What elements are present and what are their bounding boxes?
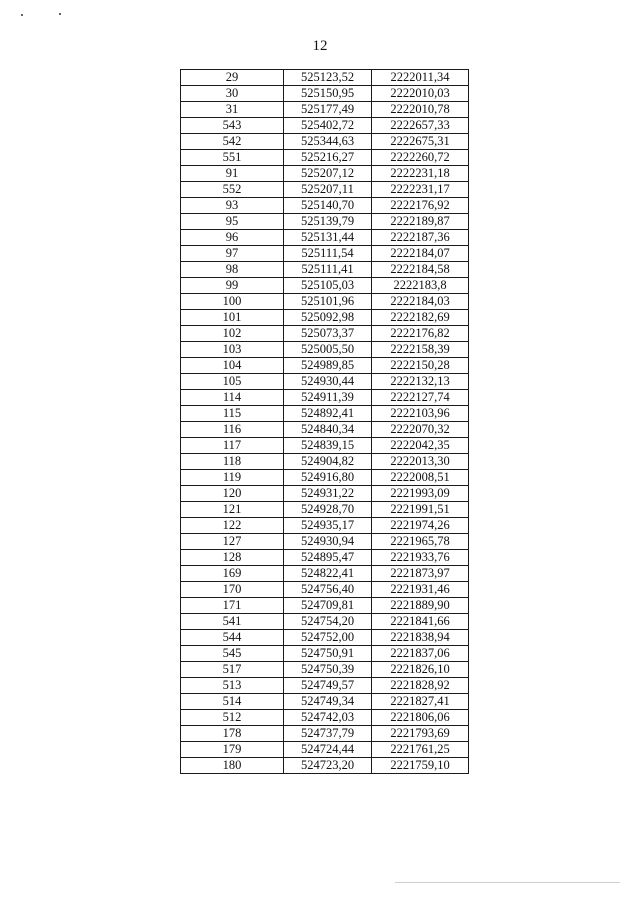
table-row	[181, 166, 469, 182]
point-number-cell: 31	[181, 102, 284, 118]
y-coordinate-cell: 2221826,10	[372, 662, 469, 678]
y-coordinate-cell: 2222013,30	[372, 454, 469, 470]
point-number-cell: 118	[181, 454, 284, 470]
point-number-cell: 105	[181, 374, 284, 390]
table-row	[181, 118, 469, 134]
y-coordinate-cell: 2222260,72	[372, 150, 469, 166]
table-row	[181, 662, 469, 678]
point-number-cell: 551	[181, 150, 284, 166]
point-number-cell: 96	[181, 230, 284, 246]
point-number-cell: 513	[181, 678, 284, 694]
x-coordinate-cell: 525139,79	[284, 214, 372, 230]
y-coordinate-cell: 2221841,66	[372, 614, 469, 630]
table-row	[181, 694, 469, 710]
y-coordinate-cell: 2222158,39	[372, 342, 469, 358]
y-coordinate-cell: 2222150,28	[372, 358, 469, 374]
x-coordinate-cell: 524989,85	[284, 358, 372, 374]
x-coordinate-cell: 525005,50	[284, 342, 372, 358]
point-number-cell: 121	[181, 502, 284, 518]
point-number-cell: 171	[181, 598, 284, 614]
point-number-cell: 98	[181, 262, 284, 278]
table-row	[181, 198, 469, 214]
bottom-rule	[395, 882, 620, 883]
x-coordinate-cell: 524752,00	[284, 630, 372, 646]
table-row	[181, 182, 469, 198]
table-row	[181, 358, 469, 374]
y-coordinate-cell: 2221761,25	[372, 742, 469, 758]
point-number-cell: 93	[181, 198, 284, 214]
point-number-cell: 552	[181, 182, 284, 198]
coordinates-table-body	[181, 70, 469, 774]
y-coordinate-cell: 2222103,96	[372, 406, 469, 422]
x-coordinate-cell: 524724,44	[284, 742, 372, 758]
y-coordinate-cell: 2221931,46	[372, 582, 469, 598]
point-number-cell: 119	[181, 470, 284, 486]
table-row	[181, 598, 469, 614]
coordinates-table	[180, 69, 469, 774]
point-number-cell: 99	[181, 278, 284, 294]
x-coordinate-cell: 524911,39	[284, 390, 372, 406]
x-coordinate-cell: 525150,95	[284, 86, 372, 102]
y-coordinate-cell: 2222011,34	[372, 70, 469, 86]
table-row	[181, 518, 469, 534]
point-number-cell: 170	[181, 582, 284, 598]
point-number-cell: 169	[181, 566, 284, 582]
point-number-cell: 120	[181, 486, 284, 502]
x-coordinate-cell: 525216,27	[284, 150, 372, 166]
y-coordinate-cell: 2221965,78	[372, 534, 469, 550]
point-number-cell: 128	[181, 550, 284, 566]
x-coordinate-cell: 525123,52	[284, 70, 372, 86]
y-coordinate-cell: 2222042,35	[372, 438, 469, 454]
table-row	[181, 374, 469, 390]
y-coordinate-cell: 2222176,82	[372, 326, 469, 342]
x-coordinate-cell: 524916,80	[284, 470, 372, 486]
point-number-cell: 30	[181, 86, 284, 102]
table-row	[181, 630, 469, 646]
x-coordinate-cell: 525111,54	[284, 246, 372, 262]
y-coordinate-cell: 2221806,06	[372, 710, 469, 726]
y-coordinate-cell: 2221991,51	[372, 502, 469, 518]
point-number-cell: 514	[181, 694, 284, 710]
table-row	[181, 246, 469, 262]
y-coordinate-cell: 2222184,07	[372, 246, 469, 262]
point-number-cell: 115	[181, 406, 284, 422]
table-row	[181, 278, 469, 294]
table-row	[181, 102, 469, 118]
x-coordinate-cell: 524930,94	[284, 534, 372, 550]
point-number-cell: 97	[181, 246, 284, 262]
y-coordinate-cell: 2222127,74	[372, 390, 469, 406]
x-coordinate-cell: 525140,70	[284, 198, 372, 214]
table-row	[181, 326, 469, 342]
table-row	[181, 390, 469, 406]
table-row	[181, 502, 469, 518]
point-number-cell: 102	[181, 326, 284, 342]
table-row	[181, 214, 469, 230]
point-number-cell: 100	[181, 294, 284, 310]
point-number-cell: 122	[181, 518, 284, 534]
table-row	[181, 438, 469, 454]
table-row	[181, 262, 469, 278]
y-coordinate-cell: 2221933,76	[372, 550, 469, 566]
point-number-cell: 541	[181, 614, 284, 630]
x-coordinate-cell: 525092,98	[284, 310, 372, 326]
point-number-cell: 114	[181, 390, 284, 406]
x-coordinate-cell: 524709,81	[284, 598, 372, 614]
table-row	[181, 726, 469, 742]
y-coordinate-cell: 2222657,33	[372, 118, 469, 134]
point-number-cell: 103	[181, 342, 284, 358]
x-coordinate-cell: 524935,17	[284, 518, 372, 534]
x-coordinate-cell: 525177,49	[284, 102, 372, 118]
x-coordinate-cell: 524754,20	[284, 614, 372, 630]
point-number-cell: 512	[181, 710, 284, 726]
table-row	[181, 582, 469, 598]
y-coordinate-cell: 2222231,18	[372, 166, 469, 182]
point-number-cell: 180	[181, 758, 284, 774]
x-coordinate-cell: 525207,12	[284, 166, 372, 182]
table-row	[181, 614, 469, 630]
x-coordinate-cell: 525131,44	[284, 230, 372, 246]
y-coordinate-cell: 2222189,87	[372, 214, 469, 230]
table-row	[181, 86, 469, 102]
point-number-cell: 101	[181, 310, 284, 326]
y-coordinate-cell: 2222184,58	[372, 262, 469, 278]
table-row	[181, 646, 469, 662]
x-coordinate-cell: 524750,91	[284, 646, 372, 662]
point-number-cell: 29	[181, 70, 284, 86]
table-row	[181, 150, 469, 166]
point-number-cell: 117	[181, 438, 284, 454]
point-number-cell: 95	[181, 214, 284, 230]
point-number-cell: 517	[181, 662, 284, 678]
x-coordinate-cell: 524749,57	[284, 678, 372, 694]
point-number-cell: 178	[181, 726, 284, 742]
point-number-cell: 544	[181, 630, 284, 646]
y-coordinate-cell: 2222183,8	[372, 278, 469, 294]
y-coordinate-cell: 2221828,92	[372, 678, 469, 694]
y-coordinate-cell: 2222184,03	[372, 294, 469, 310]
point-number-cell: 116	[181, 422, 284, 438]
x-coordinate-cell: 524930,44	[284, 374, 372, 390]
y-coordinate-cell: 2222231,17	[372, 182, 469, 198]
point-number-cell: 179	[181, 742, 284, 758]
page-number: 12	[312, 38, 328, 54]
x-coordinate-cell: 525402,72	[284, 118, 372, 134]
y-coordinate-cell: 2222010,03	[372, 86, 469, 102]
x-coordinate-cell: 524928,70	[284, 502, 372, 518]
y-coordinate-cell: 2222008,51	[372, 470, 469, 486]
point-number-cell: 127	[181, 534, 284, 550]
scan-speck-left	[21, 14, 23, 16]
table-row	[181, 230, 469, 246]
y-coordinate-cell: 2221827,41	[372, 694, 469, 710]
table-row	[181, 294, 469, 310]
x-coordinate-cell: 524895,47	[284, 550, 372, 566]
table-row	[181, 758, 469, 774]
x-coordinate-cell: 524931,22	[284, 486, 372, 502]
table-row	[181, 742, 469, 758]
y-coordinate-cell: 2221837,06	[372, 646, 469, 662]
y-coordinate-cell: 2222132,13	[372, 374, 469, 390]
y-coordinate-cell: 2221873,97	[372, 566, 469, 582]
table-row	[181, 310, 469, 326]
scan-speck-right	[59, 13, 61, 15]
x-coordinate-cell: 524892,41	[284, 406, 372, 422]
table-row	[181, 678, 469, 694]
x-coordinate-cell: 524749,34	[284, 694, 372, 710]
y-coordinate-cell: 2221993,09	[372, 486, 469, 502]
x-coordinate-cell: 524904,82	[284, 454, 372, 470]
x-coordinate-cell: 524839,15	[284, 438, 372, 454]
point-number-cell: 91	[181, 166, 284, 182]
table-row	[181, 134, 469, 150]
x-coordinate-cell: 524756,40	[284, 582, 372, 598]
x-coordinate-cell: 524723,20	[284, 758, 372, 774]
x-coordinate-cell: 525105,03	[284, 278, 372, 294]
point-number-cell: 545	[181, 646, 284, 662]
y-coordinate-cell: 2221759,10	[372, 758, 469, 774]
x-coordinate-cell: 524742,03	[284, 710, 372, 726]
x-coordinate-cell: 525101,96	[284, 294, 372, 310]
x-coordinate-cell: 525344,63	[284, 134, 372, 150]
table-row	[181, 550, 469, 566]
x-coordinate-cell: 525073,37	[284, 326, 372, 342]
x-coordinate-cell: 524737,79	[284, 726, 372, 742]
x-coordinate-cell: 525207,11	[284, 182, 372, 198]
x-coordinate-cell: 524750,39	[284, 662, 372, 678]
y-coordinate-cell: 2222675,31	[372, 134, 469, 150]
table-row	[181, 422, 469, 438]
x-coordinate-cell: 524822,41	[284, 566, 372, 582]
table-row	[181, 566, 469, 582]
table-row	[181, 342, 469, 358]
y-coordinate-cell: 2221889,90	[372, 598, 469, 614]
point-number-cell: 104	[181, 358, 284, 374]
table-row	[181, 454, 469, 470]
table-row	[181, 534, 469, 550]
y-coordinate-cell: 2221793,69	[372, 726, 469, 742]
y-coordinate-cell: 2222010,78	[372, 102, 469, 118]
table-row	[181, 406, 469, 422]
x-coordinate-cell: 525111,41	[284, 262, 372, 278]
table-row	[181, 486, 469, 502]
y-coordinate-cell: 2222070,32	[372, 422, 469, 438]
y-coordinate-cell: 2221838,94	[372, 630, 469, 646]
x-coordinate-cell: 524840,34	[284, 422, 372, 438]
point-number-cell: 542	[181, 134, 284, 150]
y-coordinate-cell: 2222182,69	[372, 310, 469, 326]
y-coordinate-cell: 2221974,26	[372, 518, 469, 534]
y-coordinate-cell: 2222187,36	[372, 230, 469, 246]
table-row	[181, 710, 469, 726]
y-coordinate-cell: 2222176,92	[372, 198, 469, 214]
table-row	[181, 470, 469, 486]
table-row	[181, 70, 469, 86]
point-number-cell: 543	[181, 118, 284, 134]
